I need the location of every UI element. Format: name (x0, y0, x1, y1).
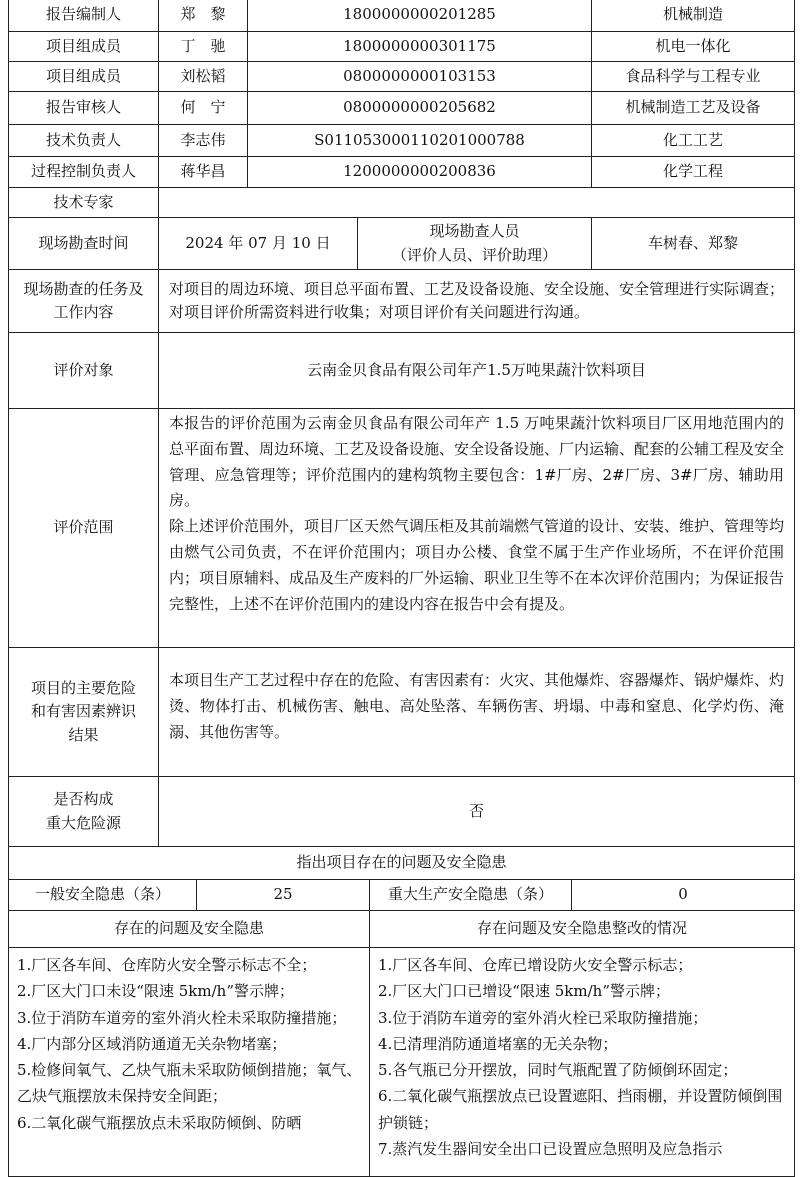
role-cell: 项目组成员 (8, 61, 159, 92)
name-cell: 郑 黎 (158, 0, 248, 32)
id-cell: S011053000110201000788 (247, 124, 592, 157)
id-cell: 1200000000200836 (247, 156, 592, 188)
scope-paragraph: 本报告的评价范围为云南金贝食品有限公司年产 1.5 万吨果蔬汁饮料项目厂区用地范围内的总平面布置、周边环境、工艺及设备设施、安全设备设施、厂内运输、配套的公辅工程及安全管理、应急管理等；评价范围内的建构筑物主要包含：1#厂房、2#厂房、3#厂房、辅助用房。 (169, 414, 785, 510)
expert-value (158, 187, 795, 218)
object-content: 云南金贝食品有限公司年产1.5万吨果蔬汁饮料项目 (158, 332, 795, 409)
list-item: 3.位于消防车道旁的室外消火栓已采取防撞措施； (378, 1008, 708, 1027)
list-item: 4.厂内部分区域消防通道无关杂物堵塞； (17, 1034, 287, 1053)
general-hazards-value: 25 (196, 879, 370, 911)
major-cell: 机电一体化 (591, 31, 795, 62)
major-cell: 机械制造 (591, 0, 795, 32)
list-item: 1.厂区各车间、仓库防火安全警示标志不全； (17, 956, 317, 974)
issues-header: 指出项目存在的问题及安全隐患 (8, 846, 795, 880)
list-item: 6.二氧化碳气瓶摆放点未采取防倾倒、防晒 (17, 1113, 302, 1132)
list-item: 5.各气瓶已分开摆放，同时气瓶配置了防倾倒环固定； (378, 1061, 738, 1079)
name-cell: 刘松韬 (158, 61, 248, 92)
major-cell: 机械制造工艺及设备 (591, 91, 795, 125)
list-item: 4.已清理消防通道堵塞的无关杂物； (378, 1034, 618, 1053)
name-cell: 丁 驰 (158, 31, 248, 62)
list-item: 5.检修间氧气、乙炔气瓶未采取防倾倒措施；氧气、乙炔气瓶摆放未保持安全间距； (17, 1061, 362, 1106)
list-item: 7.蒸汽发生器间安全出口已设置应急照明及应急指示 (378, 1139, 723, 1158)
task-label: 现场勘查的任务及工作内容 (8, 269, 159, 333)
survey-staff-label: 现场勘查人员 （评价人员、评价助理） (357, 217, 592, 270)
issues-list (8, 947, 370, 1177)
name-cell: 何 宁 (158, 91, 248, 125)
major-hazards-value: 0 (571, 879, 795, 911)
major-cell: 食品科学与工程专业 (591, 61, 795, 92)
expert-label: 技术专家 (8, 187, 159, 218)
id-cell: 0800000000103153 (247, 61, 592, 92)
major-cell: 化工工艺 (591, 124, 795, 157)
issues-right-header: 存在问题及安全隐患整改的情况 (369, 910, 795, 948)
major-hazard-label: 是否构成 重大危险源 (8, 776, 159, 847)
list-item: 6.二氧化碳气瓶摆放点已设置遮阳、挡雨棚，并设置防倾倒围护锁链； (378, 1087, 783, 1132)
major-cell: 化学工程 (591, 156, 795, 188)
task-content: 对项目的周边环境、项目总平面布置、工艺及设备设施、安全设施、安全管理进行实际调查；对项目评价所需资料进行收集；对项目评价有关问题进行沟通。 (158, 269, 795, 333)
object-label: 评价对象 (8, 332, 159, 409)
role-cell: 技术负责人 (8, 124, 159, 157)
major-hazards-label: 重大生产安全隐患（条） (369, 879, 572, 911)
list-item: 1.厂区各车间、仓库已增设防火安全警示标志； (378, 956, 693, 974)
survey-staff-value: 车树春、郑黎 (591, 217, 795, 270)
list-item: 2.厂区大门口未设“限速 5km/h”警示牌； (17, 982, 294, 1001)
name-cell: 蒋华昌 (158, 156, 248, 188)
list-item: 2.厂区大门口已增设“限速 5km/h”警示牌； (378, 982, 670, 1001)
general-hazards-label: 一般安全隐患（条） (8, 879, 197, 911)
name-cell: 李志伟 (158, 124, 248, 157)
id-cell: 0800000000205682 (247, 91, 592, 125)
id-cell: 1800000000301175 (247, 31, 592, 62)
scope-paragraph: 除上述评价范围外，项目厂区天然气调压柜及其前端燃气管道的设计、安装、维护、管理等均由燃气公司负责，不在评价范围内；项目办公楼、食堂不属于生产作业场所，不在评价范围内；项目原辅料、成品及生产废料的厂外运输、职业卫生等不在本次评价范围内；为保证报告完整性，上述不在评价范围内的建设内容在报告中会有提及。 (169, 517, 785, 613)
scope-content (158, 408, 795, 648)
role-cell: 过程控制负责人 (8, 156, 159, 188)
survey-time-label: 现场勘查时间 (8, 217, 159, 270)
list-item: 3.位于消防车道旁的室外消火栓未采取防撞措施； (17, 1008, 347, 1027)
role-cell: 报告审核人 (8, 91, 159, 125)
role-cell: 报告编制人 (8, 0, 159, 32)
role-cell: 项目组成员 (8, 31, 159, 62)
major-hazard-value: 否 (158, 776, 795, 847)
hazards-label: 项目的主要危险 和有害因素辨识 结果 (8, 647, 159, 777)
rectification-list (369, 947, 795, 1177)
id-cell: 1800000000201285 (247, 0, 592, 32)
issues-left-header: 存在的问题及安全隐患 (8, 910, 370, 948)
survey-time-value: 2024 年 07 月 10 日 (158, 217, 358, 270)
scope-label: 评价范围 (8, 408, 159, 648)
hazards-content: 本项目生产工艺过程中存在的危险、有害因素有：火灾、其他爆炸、容器爆炸、锅炉爆炸、灼烫、物体打击、机械伤害、触电、高处坠落、车辆伤害、坍塌、中毒和窒息、化学灼伤、淹溺、其他伤害等。 (158, 647, 795, 777)
